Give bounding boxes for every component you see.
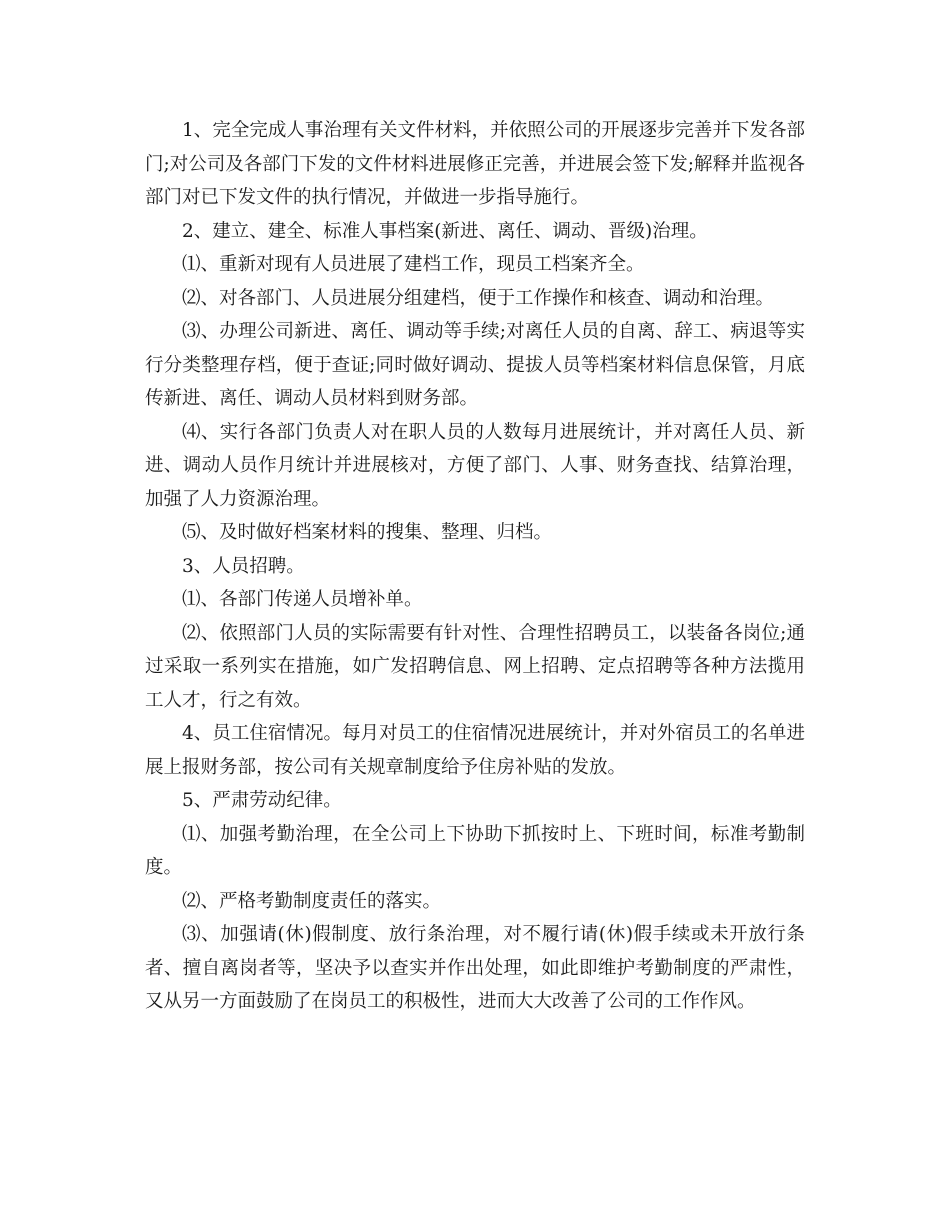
paragraph-2-item-3: ⑶、办理公司新进、离任、调动等手续;对离任人员的自离、辞工、病退等实行分类整理存档，便于查证;同时做好调动、提拔人员等档案材料信息保管，月底传新进、离任、调动人员材料到财务部。: [145, 321, 805, 409]
document-body: [145, 114, 805, 1019]
paragraph-1-document-management: 1、完全完成人事治理有关文件材料，并依照公司的开展逐步完善并下发各部门;对公司及各部门下发的文件材料进展修正完善，并进展会签下发;解释并监视各部门对已下发文件的执行情况，并做进一步指导施行。: [145, 120, 805, 208]
paragraph-5-item-3: ⑶、加强请(休)假制度、放行条治理，对不履行请(休)假手续或未开放行条者、擅自离岗者等，坚决予以查实并作出处理，如此即维护考勤制度的严肃性，又从另一方面鼓励了在岗员工的积极性，进而大大改善了公司的工作作风。: [145, 924, 805, 1012]
paragraph-3-recruitment: 3、人员招聘。: [182, 555, 305, 577]
paragraph-2-item-2: ⑵、对各部门、人员进展分组建档，便于工作操作和核查、调动和治理。: [182, 287, 775, 309]
paragraph-5-discipline: 5、严肃劳动纪律。: [182, 790, 342, 811]
paragraph-2-item-5: ⑸、及时做好档案材料的搜集、整理、归档。: [182, 522, 553, 543]
paragraph-2-personnel-files: 2、建立、建全、标准人事档案(新进、离任、调动、晋级)治理。: [182, 220, 708, 242]
paragraph-2-item-1: ⑴、重新对现有人员进展了建档工作，现员工档案齐全。: [182, 254, 645, 275]
paragraph-5-item-2: ⑵、严格考勤制度责任的落实。: [182, 890, 442, 912]
paragraph-3-item-2: ⑵、依照部门人员的实际需要有针对性、合理性招聘员工，以装备各岗位;通过采取一系列实在措施，如广发招聘信息、网上招聘、定点招聘等各种方法揽用工人才，行之有效。: [145, 622, 805, 711]
paragraph-4-housing: 4、员工住宿情况。每月对员工的住宿情况进展统计，并对外宿员工的名单进展上报财务部，按公司有关规章制度给予住房补贴的发放。: [145, 723, 805, 778]
paragraph-2-item-4: ⑷、实行各部门负责人对在职人员的人数每月进展统计，并对离任人员、新进、调动人员作月统计并进展核对，方便了部门、人事、财务查找、结算治理，加强了人力资源治理。: [145, 421, 805, 510]
paragraph-3-item-1: ⑴、各部门传递人员增补单。: [182, 589, 423, 610]
paragraph-5-item-1: ⑴、加强考勤治理，在全公司上下协助下抓按时上、下班时间，标准考勤制度。: [145, 823, 805, 878]
